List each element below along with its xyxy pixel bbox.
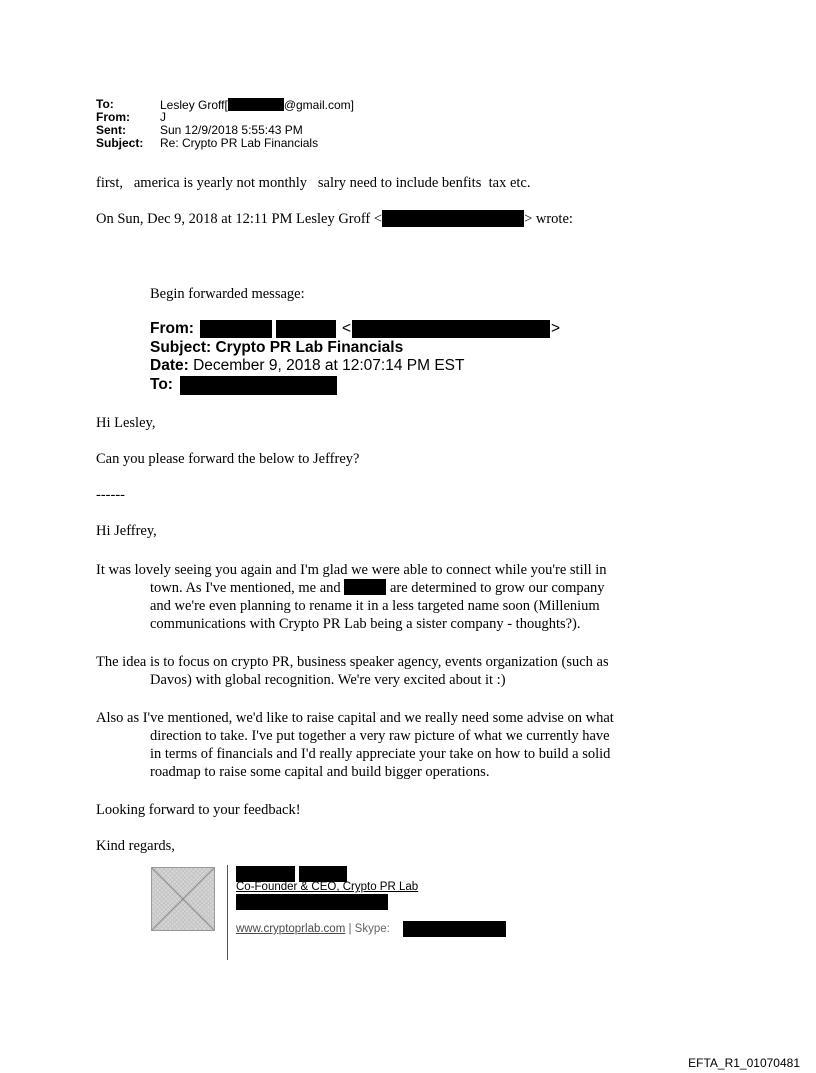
greeting-jeffrey: Hi Jeffrey, [96,523,157,539]
redaction [382,210,524,227]
to-label: To: [96,97,114,111]
signature-divider [227,865,228,960]
redaction [236,866,295,882]
reply-text: first, america is yearly not monthly salry need to include benfits tax etc. [96,175,531,191]
closing-regards: Kind regards, [96,838,175,854]
redaction [236,894,388,910]
paragraph-1: It was lovely seeing you again and I'm glad we were able to connect while you're still in town. As I've mentioned, me and are determined to grow our company and we're even planning to rename it in a less targeted name soon (Millenium communications with Crypto PR Lab being a sister company - thoughts?). [96,562,607,632]
greeting-lesley: Hi Lesley, [96,415,156,431]
forward-to: To: [150,376,173,394]
redaction [344,579,386,595]
subject-value: Re: Crypto PR Lab Financials [160,136,319,150]
forward-date: Date: December 9, 2018 at 12:07:14 PM EST [150,357,465,374]
redaction [180,376,337,395]
forward-from: From: < > [150,320,561,337]
redaction [299,866,347,882]
forward-from-label: From: [150,320,194,337]
sent-label: Sent: [96,123,126,137]
document-id: EFTA_R1_01070481 [688,1056,800,1070]
separator: ------ [96,487,125,503]
from-value: J [160,110,166,124]
from-label: From: [96,110,130,124]
forward-subject: Subject: Crypto PR Lab Financials [150,339,404,356]
quote-intro: On Sun, Dec 9, 2018 at 12:11 PM Lesley Groff < > wrote: [96,211,573,227]
redaction [403,921,506,937]
paragraph-2: The idea is to focus on crypto PR, business speaker agency, events organization (such as Davos) with global recognition. We're very excited about it :) [96,654,609,688]
redaction [228,98,284,111]
subject-label: Subject: [96,136,144,150]
forward-request: Can you please forward the below to Jeffrey? [96,451,360,467]
website-link[interactable]: www.cryptoprlab.com [236,923,346,935]
redaction [276,320,336,338]
closing-feedback: Looking forward to your feedback! [96,802,301,818]
signature-title: Co-Founder & CEO, Crypto PR Lab [236,881,419,893]
to-value: Lesley Groff[ @gmail.com] [160,98,355,112]
sent-value: Sun 12/9/2018 5:55:43 PM [160,123,303,137]
redaction [200,320,272,338]
paragraph-3: Also as I've mentioned, we'd like to raise capital and we really need some advise on what direction to take. I've put together a very raw picture of what we currently have in terms of financials and I'd really appreciate your take on how to build a solid roadmap to raise some capital and build bigger operations. [96,710,614,780]
signature-contact: www.cryptoprlab.com | Skype: [236,923,390,935]
forward-begin: Begin forwarded message: [150,286,305,302]
signature-photo-placeholder [151,867,215,931]
redaction [352,320,550,338]
